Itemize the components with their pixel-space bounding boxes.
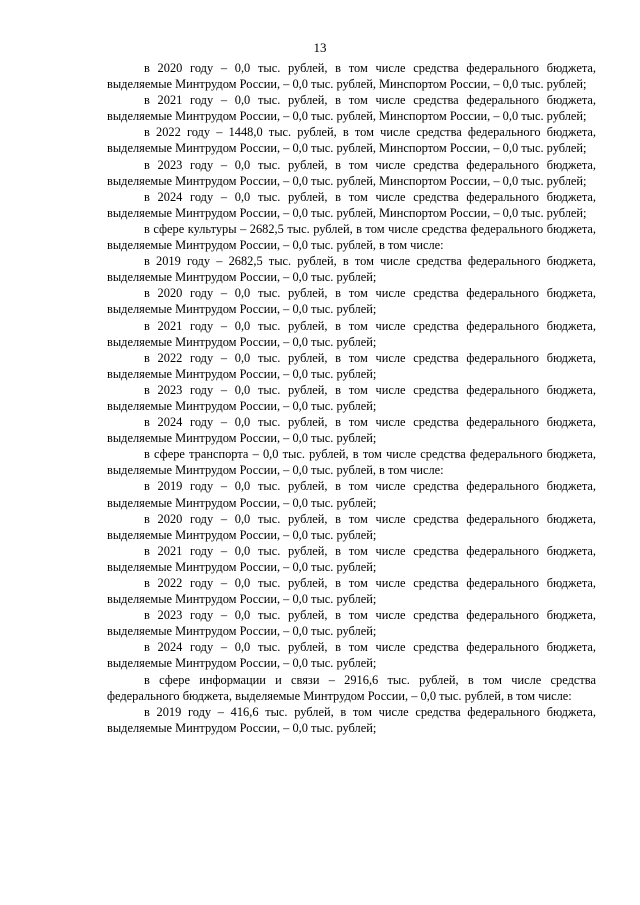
paragraph-transport-2021: в 2021 году – 0,0 тыс. рублей, в том числе средства федерального бюджета, выделяемые Минтрудом России, – 0,0 тыс. рублей; <box>107 543 596 574</box>
paragraph-transport-2020: в 2020 году – 0,0 тыс. рублей, в том числе средства федерального бюджета, выделяемые Минтрудом России, – 0,0 тыс. рублей; <box>107 511 596 542</box>
paragraph-culture-2021: в 2021 году – 0,0 тыс. рублей, в том числе средства федерального бюджета, выделяемые Минтрудом России, – 0,0 тыс. рублей; <box>107 318 596 349</box>
paragraph-culture-2024: в 2024 году – 0,0 тыс. рублей, в том числе средства федерального бюджета, выделяемые Минтрудом России, – 0,0 тыс. рублей; <box>107 415 596 446</box>
paragraph-culture-2023: в 2023 году – 0,0 тыс. рублей, в том числе средства федерального бюджета, выделяемые Минтрудом России, – 0,0 тыс. рублей; <box>107 382 596 413</box>
paragraph-culture-total: в сфере культуры – 2682,5 тыс. рублей, в том числе средства федерального бюджета, выделяемые Минтрудом России, – 0,0 тыс. рублей, в том числе: <box>107 221 596 253</box>
paragraph-information-total: в сфере информации и связи – 2916,6 тыс. рублей, в том числе средства федерального бюджета, выделяемые Минтрудом России, – 0,0 тыс. рублей, в том числе: <box>107 672 596 703</box>
paragraph-2021-federal-budget: в 2021 году – 0,0 тыс. рублей, в том числе средства федерального бюджета, выделяемые Минтрудом России, – 0,0 тыс. рублей, Минспортом России, – 0,0 тыс. рублей; <box>107 93 596 124</box>
paragraph-transport-2023: в 2023 году – 0,0 тыс. рублей, в том числе средства федерального бюджета, выделяемые Минтрудом России, – 0,0 тыс. рублей; <box>107 608 596 639</box>
paragraph-culture-2022: в 2022 году – 0,0 тыс. рублей, в том числе средства федерального бюджета, выделяемые Минтрудом России, – 0,0 тыс. рублей; <box>107 350 596 381</box>
paragraph-transport-2024: в 2024 году – 0,0 тыс. рублей, в том числе средства федерального бюджета, выделяемые Минтрудом России, – 0,0 тыс. рублей; <box>107 640 596 671</box>
paragraph-transport-2022: в 2022 году – 0,0 тыс. рублей, в том числе средства федерального бюджета, выделяемые Минтрудом России, – 0,0 тыс. рублей; <box>107 576 596 607</box>
paragraph-2023-federal-budget: в 2023 году – 0,0 тыс. рублей, в том числе средства федерального бюджета, выделяемые Минтрудом России, – 0,0 тыс. рублей, Минспортом России, – 0,0 тыс. рублей; <box>107 157 596 188</box>
paragraph-information-2019: в 2019 году – 416,6 тыс. рублей, в том числе средства федерального бюджета, выделяемые Минтрудом России, – 0,0 тыс. рублей; <box>107 704 596 735</box>
page-number: 13 <box>313 40 327 55</box>
paragraph-transport-2019: в 2019 году – 0,0 тыс. рублей, в том числе средства федерального бюджета, выделяемые Минтрудом России, – 0,0 тыс. рублей; <box>107 479 596 510</box>
paragraph-2024-federal-budget: в 2024 году – 0,0 тыс. рублей, в том числе средства федерального бюджета, выделяемые Минтрудом России, – 0,0 тыс. рублей, Минспортом России, – 0,0 тыс. рублей; <box>107 189 596 220</box>
paragraph-culture-2019: в 2019 году – 2682,5 тыс. рублей, в том числе средства федерального бюджета, выделяемые Минтрудом России, – 0,0 тыс. рублей; <box>107 254 596 285</box>
paragraph-transport-total: в сфере транспорта – 0,0 тыс. рублей, в том числе средства федерального бюджета, выделяемые Минтрудом России, – 0,0 тыс. рублей, в том числе: <box>107 447 596 478</box>
paragraph-2022-federal-budget: в 2022 году – 1448,0 тыс. рублей, в том числе средства федерального бюджета, выделяемые Минтрудом России, – 0,0 тыс. рублей, Минспортом России, – 0,0 тыс. рублей; <box>107 125 596 156</box>
paragraph-2020-federal-budget: в 2020 году – 0,0 тыс. рублей, в том числе средства федерального бюджета, выделяемые Минтрудом России, – 0,0 тыс. рублей, Минспортом России, – 0,0 тыс. рублей; <box>107 61 596 92</box>
document-body <box>107 60 596 736</box>
paragraph-culture-2020: в 2020 году – 0,0 тыс. рублей, в том числе средства федерального бюджета, выделяемые Минтрудом России, – 0,0 тыс. рублей; <box>107 286 596 317</box>
